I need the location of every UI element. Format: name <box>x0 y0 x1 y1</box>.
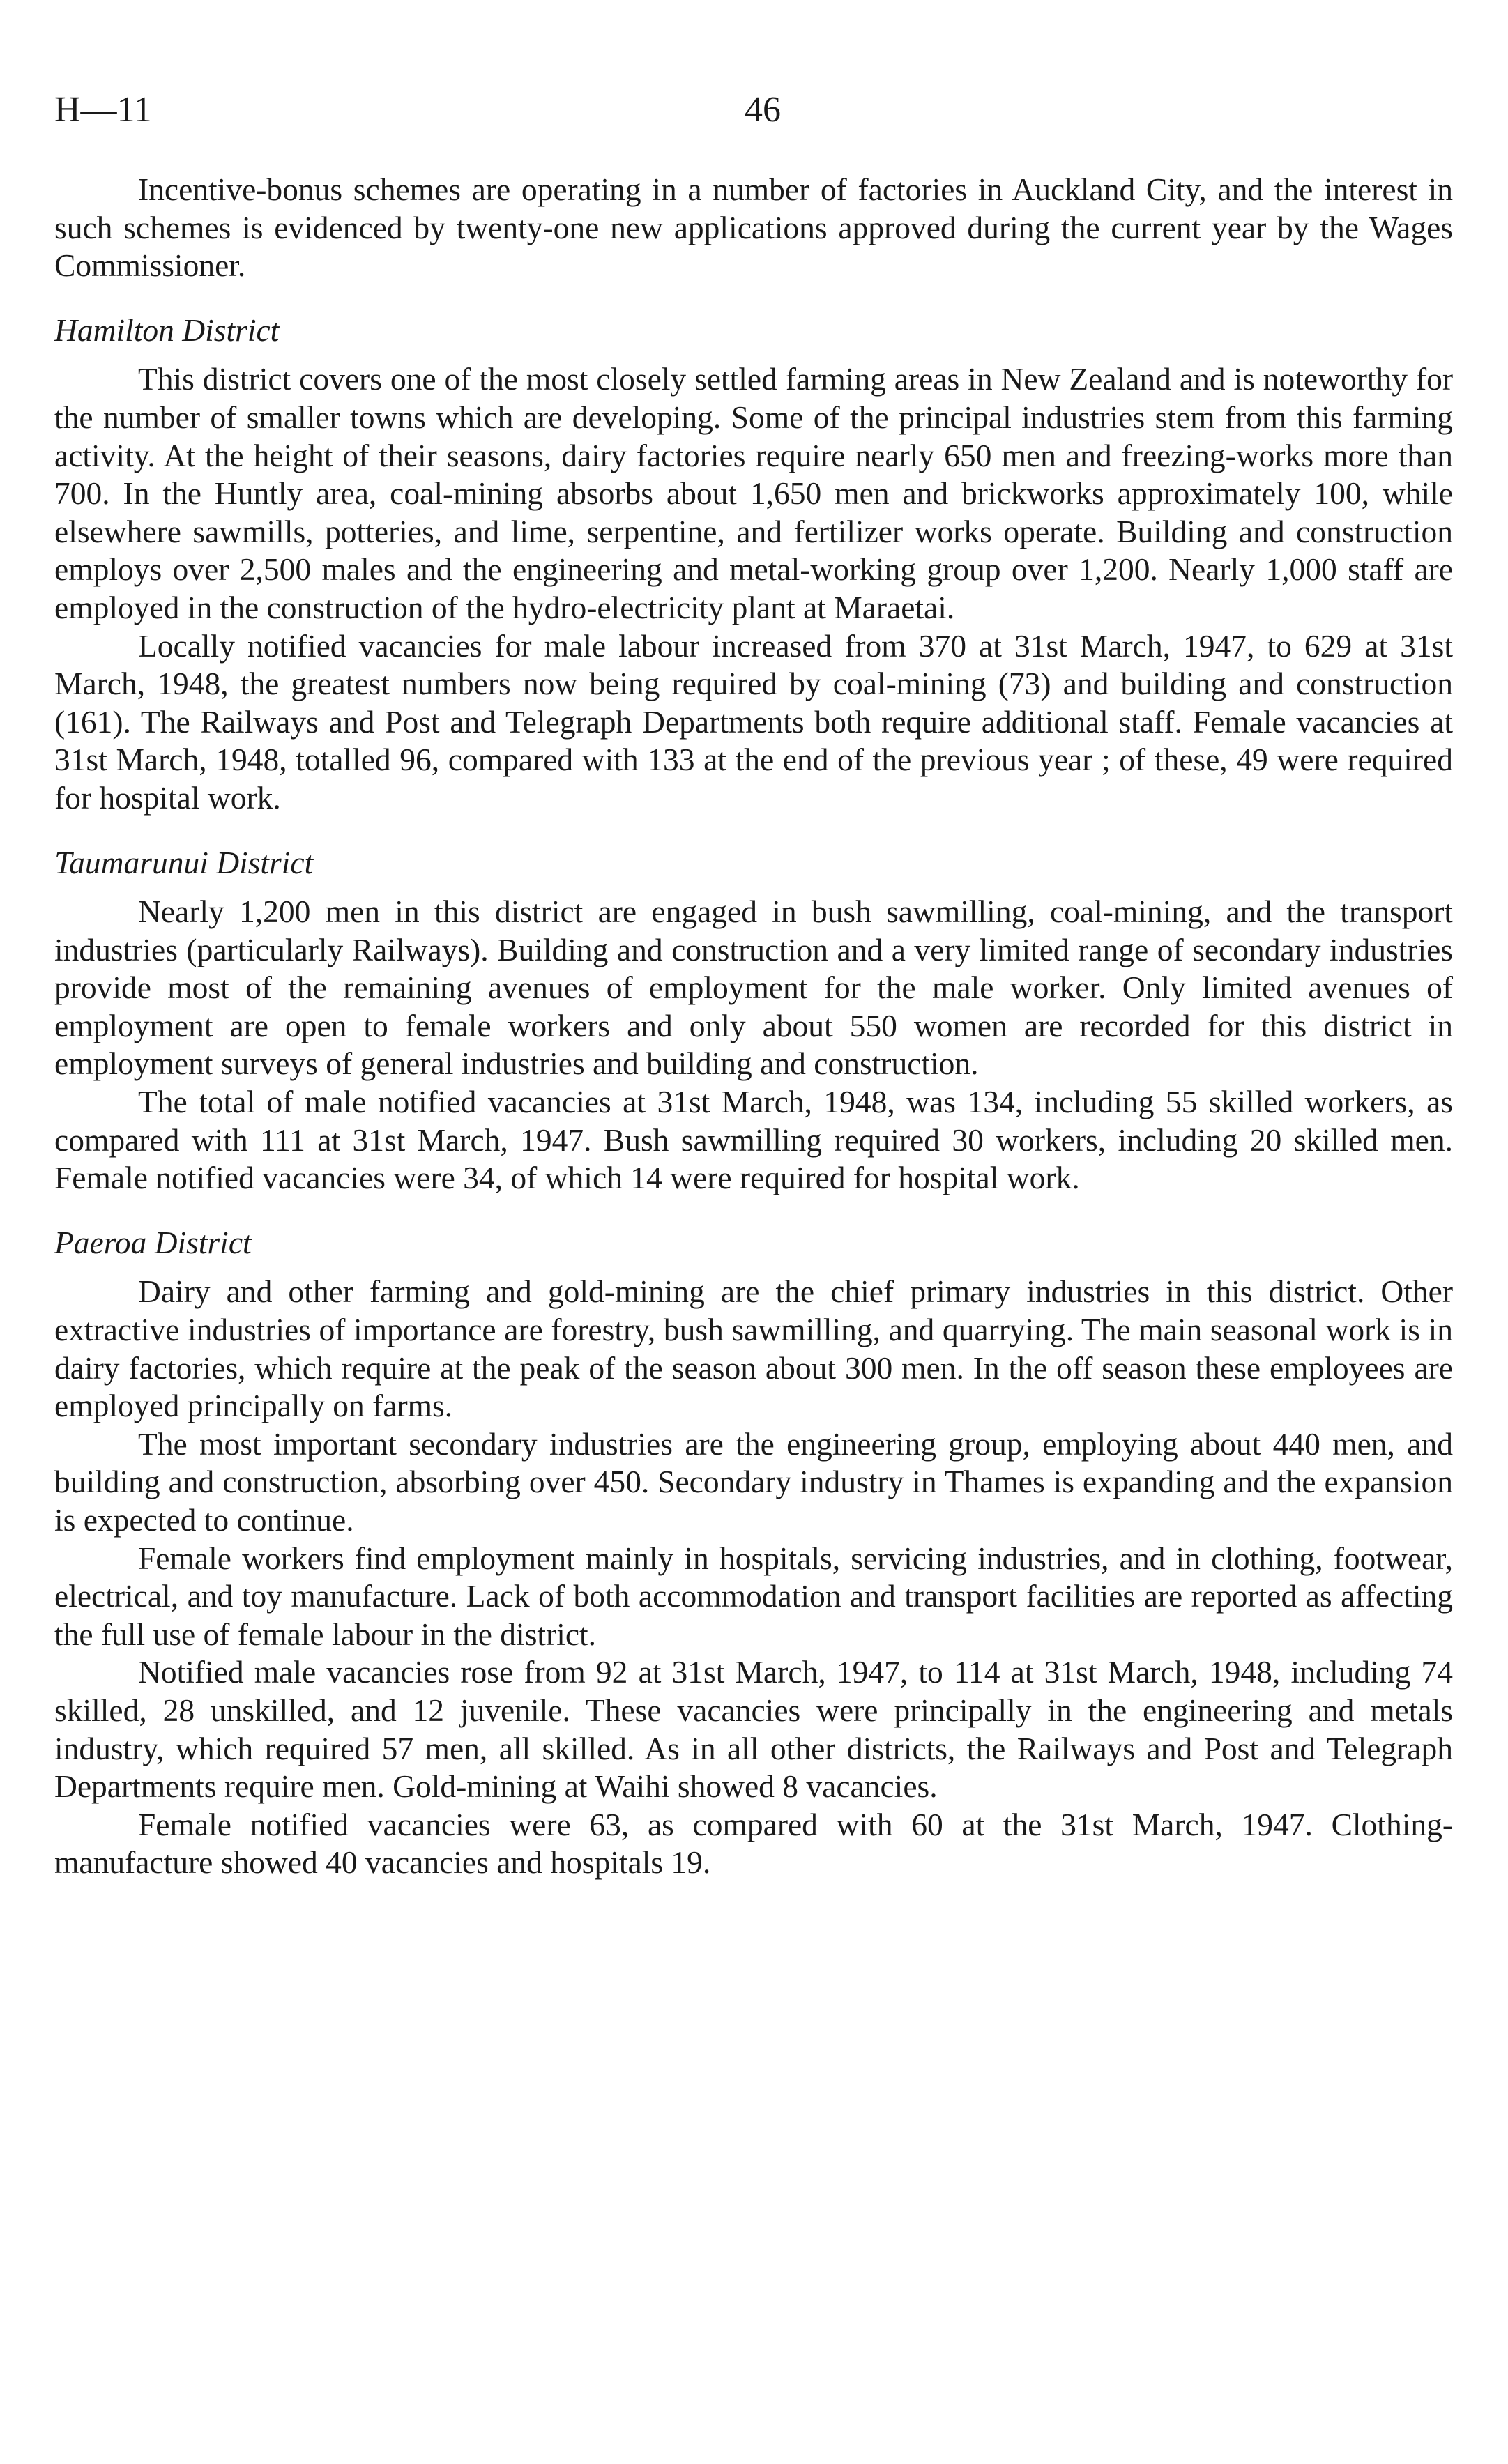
paragraph: Dairy and other farming and gold-mining are the chief primary industries in this district. Other extractive industries of importance are forestry, bush sawmilling, and quarrying. The main seasonal work is in dairy factories, which require at the peak of the season about 300 men. In the off season these employees are employed principally on farms. <box>54 1273 1453 1424</box>
page-number: 46 <box>745 90 781 130</box>
paragraph: Incentive-bonus schemes are operating in a number of factories in Auckland City, and the interest in such schemes is evidenced by twenty-one new applications approved during the current year by the Wages Commissioner. <box>54 171 1453 284</box>
section-heading: Hamilton District <box>54 312 280 348</box>
section-taumarunui-district <box>54 844 1453 1197</box>
running-head <box>54 82 1453 138</box>
intro-section <box>54 171 1453 285</box>
paragraph: Locally notified vacancies for male labour increased from 370 at 31st March, 1947, to 629 at 31st March, 1948, the greatest numbers now being required by coal-mining (73) and building and construction (161). The Railways and Post and Telegraph Departments both require additional staff. Female vacancies at 31st March, 1948, totalled 96, compared with 133 at the end of the previous year ; of these, 49 were required for hospital work. <box>54 627 1453 816</box>
document-body <box>54 171 1453 1882</box>
paragraph: This district covers one of the most closely settled farming areas in New Zealand and is noteworthy for the number of smaller towns which are developing. Some of the principal industries stem from this farming activity. At the height of their seasons, dairy factories require nearly 650 men and freezing-works more than 700. In the Huntly area, coal-mining absorbs about 1,650 men and brickworks approximately 100, while elsewhere sawmills, potteries, and lime, serpentine, and fertilizer works operate. Building and construction employs over 2,500 males and the engineering and metal-working group over 1,200. Nearly 1,000 staff are employed in the construction of the hydro-electricity plant at Maraetai. <box>54 361 1453 625</box>
section-paeroa-district <box>54 1224 1453 1882</box>
document-reference: H—11 <box>54 90 152 130</box>
paragraph: Notified male vacancies rose from 92 at 31st March, 1947, to 114 at 31st March, 1948, including 74 skilled, 28 unskilled, and 12 juvenile. These vacancies were principally in the engineering and metals industry, which required 57 men, all skilled. As in all other districts, the Railways and Post and Telegraph Departments require men. Gold-mining at Waihi showed 8 vacancies. <box>54 1654 1453 1805</box>
paragraph: The most important secondary industries are the engineering group, employing about 440 men, and building and construction, absorbing over 450. Secondary industry in Thames is expanding and the expansion is expected to continue. <box>54 1425 1453 1538</box>
paragraph: Nearly 1,200 men in this district are engaged in bush sawmilling, coal-mining, and the transport industries (particularly Railways). Building and construction and a very limited range of secondary industries provide most of the remaining avenues of employment for the male worker. Only limited avenues of employment are open to female workers and only about 550 women are recorded for this district in employment surveys of general industries and building and construction. <box>54 894 1453 1082</box>
paragraph: The total of male notified vacancies at 31st March, 1948, was 134, including 55 skilled workers, as compared with 111 at 31st March, 1947. Bush sawmilling required 30 workers, including 20 skilled men. Female notified vacancies were 34, of which 14 were required for hospital work. <box>54 1084 1453 1196</box>
paragraph: Female notified vacancies were 63, as compared with 60 at the 31st March, 1947. Clothing-manufacture showed 40 vacancies and hospitals 19. <box>54 1806 1453 1881</box>
section-hamilton-district <box>54 312 1453 818</box>
document-page <box>54 0 1453 2464</box>
section-heading: Taumarunui District <box>54 844 314 880</box>
section-heading: Paeroa District <box>54 1224 252 1260</box>
paragraph: Female workers find employment mainly in hospitals, servicing industries, and in clothing, footwear, electrical, and toy manufacture. Lack of both accommodation and transport facilities are reported as affecting the full use of female labour in the district. <box>54 1540 1453 1652</box>
